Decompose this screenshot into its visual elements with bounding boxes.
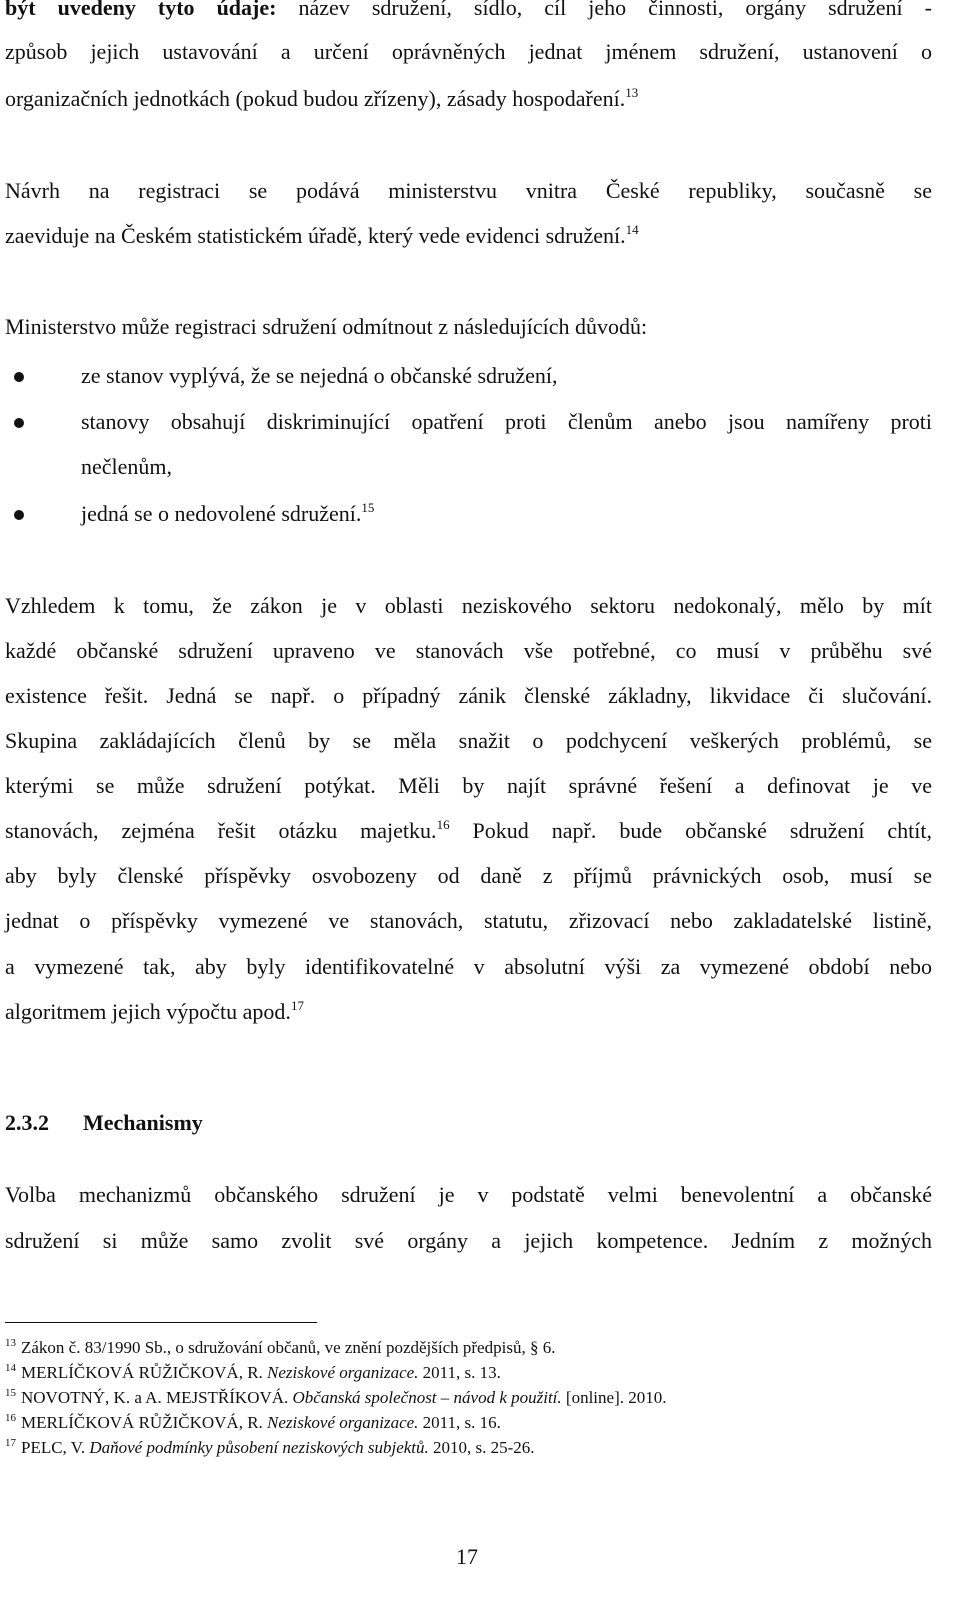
footnote-ref-14: 14 bbox=[625, 222, 639, 237]
footnote-separator bbox=[5, 1322, 317, 1323]
bullet-item-3: jedná se o nedovolené sdružení.$^{15}$ bbox=[81, 500, 375, 526]
paragraph-2-line-2: zaeviduje na Českém statistickém úřadě, který vede evidenci sdružení.$^{14}$ bbox=[5, 222, 639, 248]
section-title: Mechanismy bbox=[83, 1110, 203, 1135]
footnote-14: 14 MERLÍČKOVÁ RŮŽIČKOVÁ, R. Neziskové organizace. 2011, s. 13. bbox=[5, 1362, 501, 1382]
footnote-17: 17 PELC, V. Daňové podmínky působení neziskových subjektů. 2010, s. 25-26. bbox=[5, 1437, 535, 1457]
page-number: 17 bbox=[456, 1544, 478, 1569]
paragraph-4-line-8: jednat o příspěvky vymezené ve stanovách, statutu, zřizovací nebo zakladatelské listině, bbox=[5, 908, 932, 933]
paragraph-2-line-1: Návrh na registraci se podává ministerstvu vnitra České republiky, současně se bbox=[5, 178, 932, 203]
footnote-ref-17: 17 bbox=[290, 998, 304, 1013]
footnote-ref-15: 15 bbox=[361, 500, 375, 515]
bullet-dot-icon bbox=[14, 418, 24, 428]
paragraph-1-line-1: být uvedeny tyto údaje: název sdružení, sídlo, cíl jeho činnosti, orgány sdružení - bbox=[5, 0, 932, 23]
paragraph-3-intro: Ministerstvo může registraci sdružení odmítnout z následujících důvodů: bbox=[5, 314, 648, 339]
section-number: 2.3.2 bbox=[5, 1110, 49, 1135]
bullet-item-2: stanovy obsahují diskriminující opatření proti členům anebo jsou namířeny proti bbox=[81, 409, 932, 434]
bullet-item-2-continued: nečlenům, bbox=[81, 454, 173, 479]
paragraph-4-line-6: stanovách, zejména řešit otázku majetku.$^{16}$ Pokud např. bude občanské sdružení chtít, bbox=[5, 817, 933, 843]
paragraph-5-line-1: Volba mechanizmů občanského sdružení je v podstatě velmi benevolentní a občanské bbox=[5, 1182, 932, 1207]
paragraph-4-line-4: Skupina zakládajících členů by se měla snažit o podchycení veškerých problémů, se bbox=[5, 728, 932, 753]
paragraph-4-line-7: aby byly členské příspěvky osvobozeny od daně z příjmů právnických osob, musí se bbox=[5, 863, 932, 888]
section-heading bbox=[5, 1108, 203, 1138]
paragraph-5-line-2: sdružení si může samo zvolit své orgány a jejich kompetence. Jedním z možných bbox=[5, 1228, 932, 1253]
bold-intro: být uvedeny tyto údaje: bbox=[5, 0, 277, 20]
paragraph-1-line-3: organizačních jednotkách (pokud budou zřízeny), zásady hospodaření.$^{13}$ bbox=[5, 85, 639, 111]
footnote-13: 13 Zákon č. 83/1990 Sb., o sdružování občanů, ve znění pozdějších předpisů, § 6. bbox=[5, 1337, 556, 1357]
footnote-ref-13: 13 bbox=[625, 85, 639, 100]
paragraph-4-line-1: Vzhledem k tomu, že zákon je v oblasti neziskového sektoru nedokonalý, mělo by mít bbox=[5, 593, 932, 618]
paragraph-4-line-3: existence řešit. Jedná se např. o případný zánik členské základny, likvidace či slučování. bbox=[5, 683, 932, 708]
paragraph-4-line-10: algoritmem jejich výpočtu apod.$^{17}$ bbox=[5, 998, 304, 1024]
paragraph-1-line-2: způsob jejich ustavování a určení oprávněných jednat jménem sdružení, ustanovení o bbox=[5, 39, 932, 64]
footnote-ref-16: 16 bbox=[436, 817, 450, 832]
bullet-dot-icon bbox=[14, 510, 24, 520]
paragraph-4-line-2: každé občanské sdružení upraveno ve stanovách vše potřebné, co musí v průběhu své bbox=[5, 638, 932, 663]
paragraph-4-line-9: a vymezené tak, aby byly identifikovatelné v absolutní výši za vymezené období nebo bbox=[5, 954, 932, 979]
bullet-item-1: ze stanov vyplývá, že se nejedná o občanské sdružení, bbox=[81, 363, 558, 388]
footnote-16: 16 MERLÍČKOVÁ RŮŽIČKOVÁ, R. Neziskové organizace. 2011, s. 16. bbox=[5, 1412, 501, 1432]
bullet-dot-icon bbox=[14, 372, 24, 382]
footnote-15: 15 NOVOTNÝ, K. a A. MEJSTŘÍKOVÁ. Občanská společnost – návod k použití. [online]. 2010. bbox=[5, 1387, 667, 1407]
paragraph-4-line-5: kterými se může sdružení potýkat. Měli by najít správné řešení a definovat je ve bbox=[5, 773, 932, 798]
